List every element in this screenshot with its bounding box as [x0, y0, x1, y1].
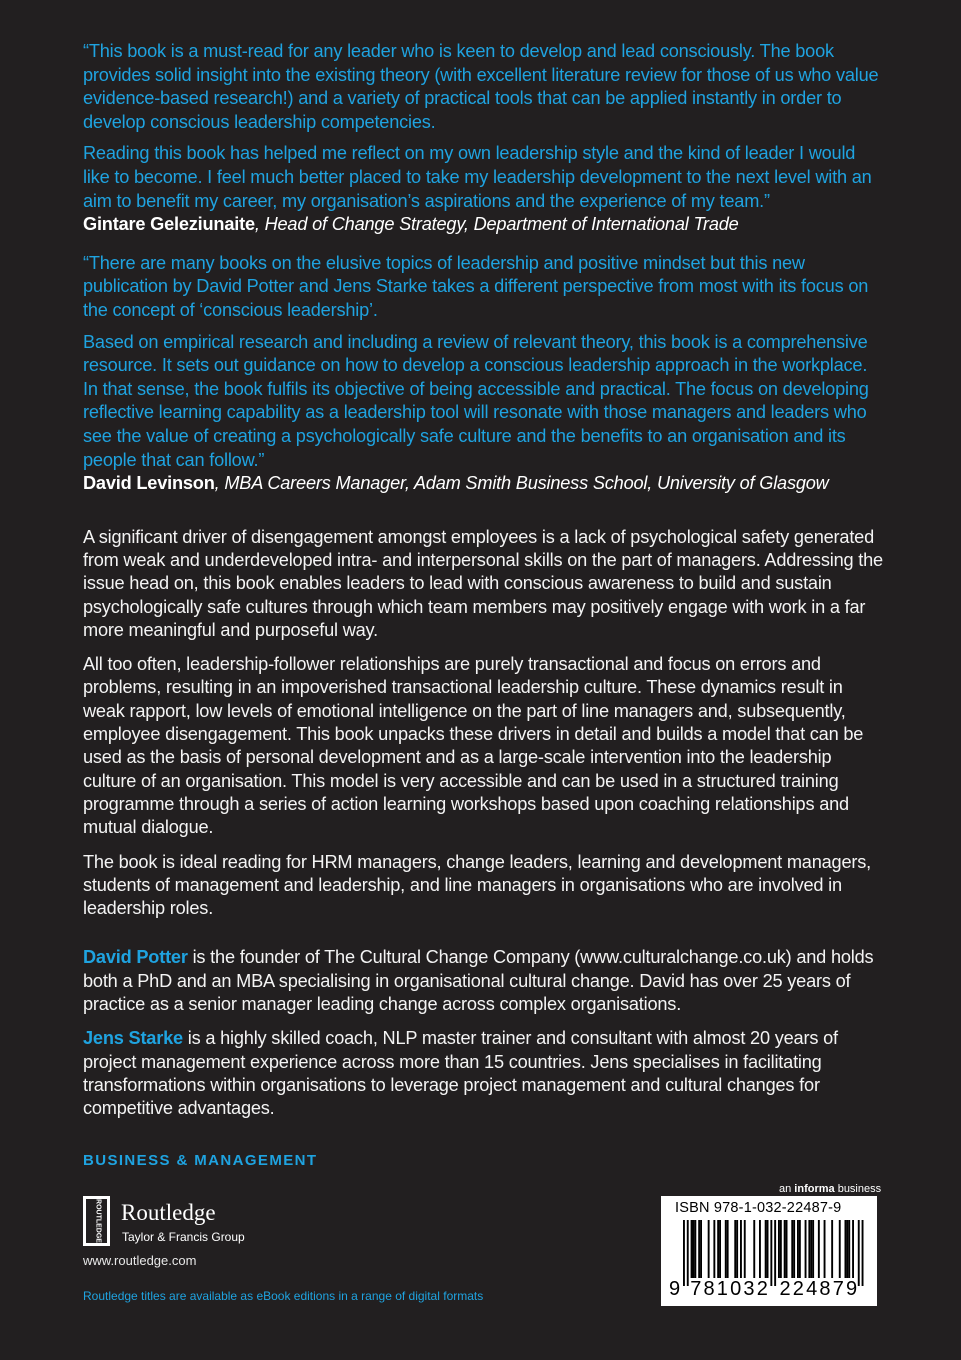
reviewer-1-role: , Head of Change Strategy, Department of International Trade [254, 214, 739, 235]
review-2-paragraph-2: Based on empirical research and including a review of relevant theory, this book is a comprehensive resource. It sets out guidance on how to develop a conscious leadership approach in the workplace. In that sense, the book fulfils its objective of being accessible and practical. The focus on developing reflective learning capability as a leadership tool will resonate with those managers and leaders who see the value of creating a psychologically safe culture and the benefits to an organisation and its people that can follow.” [83, 331, 869, 470]
isbn-barcode [661, 1196, 877, 1306]
barcode-bar [846, 1220, 848, 1278]
barcode-bar [852, 1220, 854, 1278]
author-bio-2 [83, 1027, 883, 1120]
barcode-digit: 9 [669, 1278, 681, 1300]
description-paragraph-1: A significant driver of disengagement amongst employees is a lack of psychological safety generated from weak and underdeveloped intra- and interpersonal skills on the part of managers. Addressing the issue head on, this book enables leaders to lead with conscious awareness to build and sustain psychologically safe cultures through which team members may positively engage with work in a far more meaningful and purposeful way. [83, 526, 883, 640]
publisher-name: Routledge [121, 1200, 216, 1225]
barcode-digit: 0 [730, 1278, 742, 1300]
barcode-digit: 8 [703, 1278, 715, 1300]
barcode-bar [683, 1220, 685, 1286]
barcode-bar [791, 1220, 793, 1278]
informa-business-tag [779, 1183, 881, 1195]
author-1-name: David Potter [83, 947, 188, 968]
barcode-bar [831, 1220, 833, 1278]
barcode-bar [767, 1220, 769, 1278]
barcode-digit: 8 [819, 1278, 831, 1300]
barcode-digit: 4 [806, 1278, 818, 1300]
author-bios [83, 946, 883, 1120]
barcode-digit: 7 [690, 1278, 702, 1300]
barcode-digit: 2 [792, 1278, 804, 1300]
informa-prefix: an [779, 1183, 795, 1195]
barcode-bar [713, 1220, 715, 1278]
barcode-bar [808, 1220, 810, 1278]
reviewer-2-name: David Levinson [83, 473, 215, 494]
barcode-bar [780, 1220, 782, 1278]
barcode-bar [805, 1220, 807, 1278]
author-1-text: is the founder of The Cultural Change Company (www.culturalchange.co.uk) and holds both a PhD and an MBA specialising in organisational cultural change. David has over 25 years of practice as a senior manager leading change across complex organisations. [83, 947, 874, 1015]
barcode-bar [717, 1220, 719, 1278]
barcode-bar [812, 1220, 814, 1278]
review-2-paragraph-1: “There are many books on the elusive topics of leadership and positive mindset but this new publication by David Potter and Jens Starke takes a different perspective from most with its focus on the concept of ‘conscious leadership’. [83, 252, 869, 320]
subject-category: BUSINESS & MANAGEMENT [83, 1152, 318, 1169]
barcode-bar [734, 1220, 736, 1278]
barcode-bar [727, 1220, 729, 1278]
barcode-bar [770, 1220, 772, 1286]
barcode-bar [839, 1220, 841, 1278]
informa-suffix: business [834, 1183, 882, 1195]
barcode-digit: 3 [743, 1278, 755, 1300]
book-description [83, 526, 883, 921]
barcode-digit: 2 [779, 1278, 791, 1300]
isbn-label: ISBN 978-1-032-22487-9 [675, 1200, 842, 1216]
barcode-bar [774, 1220, 776, 1286]
publisher-website[interactable]: www.routledge.com [83, 1253, 197, 1268]
barcode-digit: 9 [846, 1278, 858, 1300]
review-1 [83, 40, 883, 237]
barcode-bar [694, 1220, 696, 1278]
barcode-bar [725, 1220, 727, 1278]
barcode-bar [700, 1220, 702, 1278]
barcode-digits [661, 1278, 877, 1304]
review-2 [83, 252, 883, 496]
review-1-paragraph-1: “This book is a must-read for any leader who is keen to develop and lead consciously. The book provides solid insight into the existing theory (with excellent literature review for those of us who value evidence-based research!) and a variety of practical tools that can be applied instantly in order to develop conscious leadership competencies. [83, 41, 879, 132]
routledge-logo-icon [83, 1196, 110, 1246]
barcode-bar [736, 1220, 738, 1278]
barcode-bar [740, 1220, 742, 1278]
review-1-attribution [83, 213, 883, 237]
barcode-bar [797, 1220, 799, 1278]
barcode-bar [810, 1220, 812, 1278]
barcode-bar [862, 1220, 864, 1286]
barcode-bar [799, 1220, 801, 1278]
description-paragraph-2: All too often, leadership-follower relationships are purely transactional and focus on errors and problems, resulting in an impoverished transactional leadership culture. These dynamics result in weak rapport, low levels of emotional intelligence on the part of line managers and, subsequently, employee disengagement. This book unpacks these drivers in detail and builds a model that can be used as the basis of personal development and as a large-scale intervention into the leadership culture of an organisation. This model is very accessible and can be used in a structured training programme through a series of action learning workshops based upon coaching relationships and mutual dialogue. [83, 654, 864, 838]
barcode-bar [698, 1220, 700, 1278]
reviewer-1-name: Gintare Geleziunaite [83, 214, 255, 235]
barcode-bar [818, 1220, 820, 1278]
author-bio-1 [83, 946, 883, 1016]
routledge-mark-text: ROUTLEDGE [94, 1199, 102, 1243]
barcode-bar [687, 1220, 689, 1286]
barcode-bar [719, 1220, 721, 1278]
barcode-bar [753, 1220, 755, 1278]
barcode-bar [784, 1220, 786, 1278]
barcode-bar [765, 1220, 767, 1278]
barcode-bar [744, 1220, 746, 1278]
reviewer-2-role: , MBA Careers Manager, Adam Smith Business School, University of Glasgow [214, 473, 829, 494]
barcode-bar [793, 1220, 795, 1278]
back-cover [83, 40, 883, 1132]
review-2-attribution [83, 472, 883, 496]
barcode-bar [858, 1220, 860, 1286]
description-paragraph-3: The book is ideal reading for HRM managers, change leaders, learning and development managers, students of management and leadership, and line managers in organisations who are involved in leadership roles. [83, 851, 871, 919]
barcode-bar [848, 1220, 850, 1278]
publisher-subtitle: Taylor & Francis Group [122, 1230, 245, 1244]
informa-brand: informa [794, 1183, 835, 1195]
ebook-footnote: Routledge titles are available as eBook editions in a range of digital formats [83, 1289, 484, 1303]
review-1-paragraph-2: Reading this book has helped me reflect on my own leadership style and the kind of leader I would like to become. I feel much better placed to take my leadership development to the next level with an aim to benefit my career, my organisation’s aspirations and the experience of my team.” [83, 143, 872, 211]
author-2-text: is a highly skilled coach, NLP master trainer and consultant with almost 20 years of project management experience across more than 15 countries. Jens specialises in facilitating transformations within organisations to leverage project management and cultural changes for competitive advantages. [83, 1028, 838, 1119]
barcode-bar [759, 1220, 761, 1278]
author-2-name: Jens Starke [83, 1028, 183, 1049]
barcode-bar [708, 1220, 710, 1278]
barcode-bar [845, 1220, 847, 1278]
barcode-digit: 7 [832, 1278, 844, 1300]
barcode-bar [691, 1220, 693, 1278]
barcode-digit: 2 [756, 1278, 768, 1300]
barcode-bar [786, 1220, 788, 1278]
barcode-digit: 1 [716, 1278, 728, 1300]
barcode-bar [693, 1220, 695, 1278]
barcode-bar [778, 1220, 780, 1278]
barcode-bar [824, 1220, 826, 1278]
